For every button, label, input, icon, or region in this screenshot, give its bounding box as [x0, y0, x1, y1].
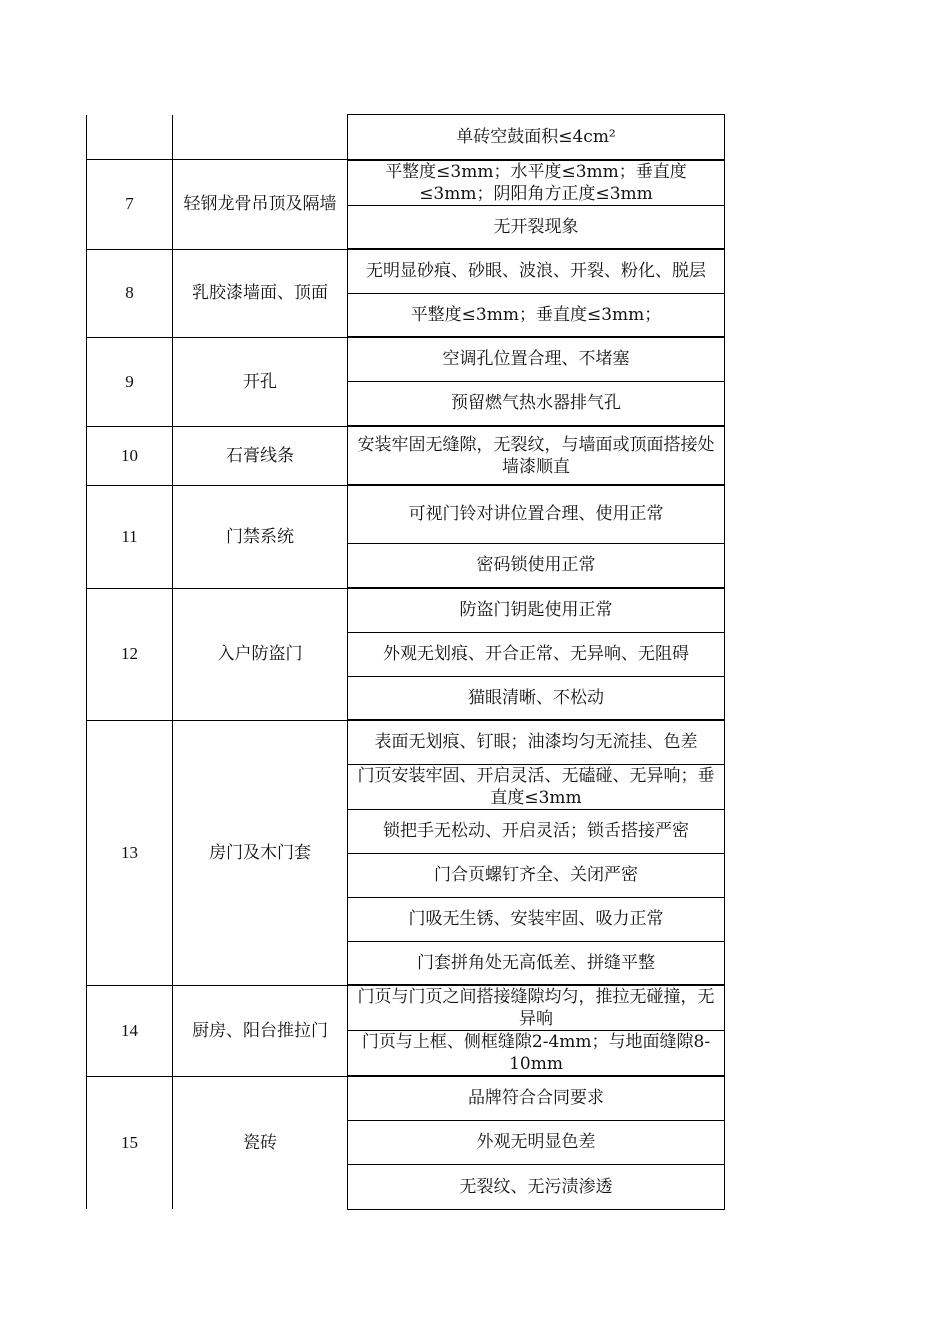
requirement-cell: 门页与门页之间搭接缝隙均匀，推拉无碰撞，无异响 [348, 985, 725, 1031]
row-number: 13 [87, 720, 173, 985]
inspection-table [86, 114, 725, 1210]
requirement-cell: 预留燃气热水器排气孔 [348, 381, 725, 426]
item-name: 厨房、阳台推拉门 [173, 985, 348, 1076]
requirement-cell: 无裂纹、无污渍渗透 [348, 1164, 725, 1209]
requirement-cell: 门吸无生锈、安装牢固、吸力正常 [348, 897, 725, 941]
requirement-cell: 无开裂现象 [348, 205, 725, 249]
requirement-cell: 猫眼清晰、不松动 [348, 676, 725, 720]
table-row [87, 426, 725, 485]
requirement-cell: 门页安装牢固、开启灵活、无磕碰、无异响；垂直度≤3mm [348, 764, 725, 809]
requirement-cell: 外观无明显色差 [348, 1120, 725, 1164]
requirement-cell: 平整度≤3mm；水平度≤3mm；垂直度≤3mm；阴阳角方正度≤3mm [348, 160, 725, 206]
table-row [87, 588, 725, 632]
row-number: 10 [87, 426, 173, 485]
row-number: 9 [87, 337, 173, 426]
item-name [173, 115, 348, 160]
item-name: 石膏线条 [173, 426, 348, 485]
requirement-cell: 门合页螺钉齐全、关闭严密 [348, 853, 725, 897]
row-number [87, 115, 173, 160]
table-row [87, 1076, 725, 1120]
requirement-cell: 门页与上框、侧框缝隙2-4mm；与地面缝隙8-10mm [348, 1031, 725, 1077]
row-number: 8 [87, 249, 173, 337]
requirement-cell: 密码锁使用正常 [348, 543, 725, 588]
table-row [87, 115, 725, 160]
row-number: 7 [87, 160, 173, 250]
requirement-cell: 单砖空鼓面积≤4cm² [348, 115, 725, 160]
requirement-cell: 品牌符合合同要求 [348, 1076, 725, 1120]
requirement-cell: 无明显砂痕、砂眼、波浪、开裂、粉化、脱层 [348, 249, 725, 293]
row-number: 11 [87, 485, 173, 588]
item-name: 轻钢龙骨吊顶及隔墙 [173, 160, 348, 250]
item-name: 开孔 [173, 337, 348, 426]
requirement-cell: 空调孔位置合理、不堵塞 [348, 337, 725, 381]
requirement-cell: 平整度≤3mm；垂直度≤3mm； [348, 293, 725, 337]
table-row [87, 160, 725, 206]
requirement-cell: 锁把手无松动、开启灵活；锁舌搭接严密 [348, 809, 725, 853]
item-name: 瓷砖 [173, 1076, 348, 1209]
item-name: 门禁系统 [173, 485, 348, 588]
table-body [87, 115, 725, 1210]
row-number: 15 [87, 1076, 173, 1209]
table-row [87, 485, 725, 543]
requirement-cell: 可视门铃对讲位置合理、使用正常 [348, 485, 725, 543]
requirement-cell: 防盗门钥匙使用正常 [348, 588, 725, 632]
table-row [87, 720, 725, 764]
table-row [87, 337, 725, 381]
row-number: 14 [87, 985, 173, 1076]
item-name: 入户防盗门 [173, 588, 348, 720]
table-row [87, 249, 725, 293]
row-number: 12 [87, 588, 173, 720]
table-row [87, 985, 725, 1031]
requirement-cell: 安装牢固无缝隙，无裂纹，与墙面或顶面搭接处墙漆顺直 [348, 426, 725, 485]
requirement-cell: 门套拼角处无高低差、拼缝平整 [348, 941, 725, 985]
requirement-cell: 外观无划痕、开合正常、无异响、无阻碍 [348, 632, 725, 676]
requirement-cell: 表面无划痕、钉眼；油漆均匀无流挂、色差 [348, 720, 725, 764]
item-name: 乳胶漆墙面、顶面 [173, 249, 348, 337]
item-name: 房门及木门套 [173, 720, 348, 985]
